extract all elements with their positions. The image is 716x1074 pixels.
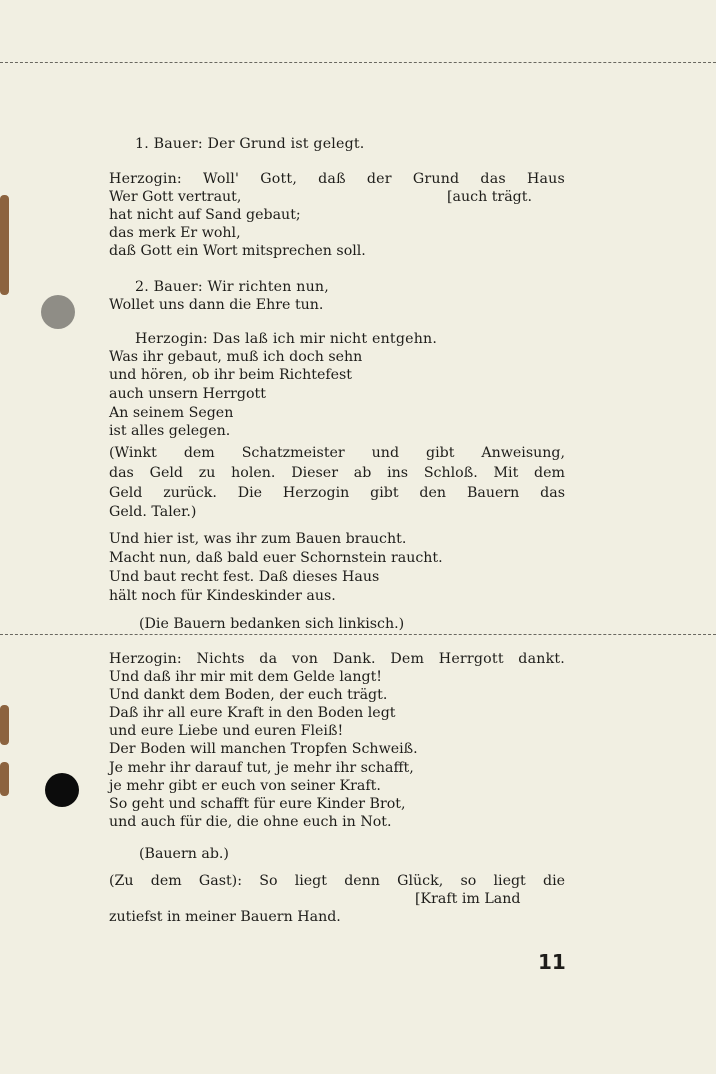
text-line: (Zu dem Gast): So liegt denn Glück, so liegt die	[109, 873, 565, 889]
text-line: und auch für die, die ohne euch in Not.	[109, 814, 392, 830]
stage-direction-line: (Die Bauern bedanken sich linkisch.)	[139, 616, 405, 632]
text-line: So geht und schafft für eure Kinder Brot,	[109, 796, 406, 812]
text-line: auch unsern Herrgott	[109, 386, 266, 402]
punch-hole-lower	[45, 773, 79, 807]
text-line: Der Boden will manchen Tropfen Schweiß.	[109, 741, 418, 757]
text-line: Je mehr ihr darauf tut, je mehr ihr schafft,	[109, 760, 414, 776]
text-line: ist alles gelegen.	[109, 423, 231, 439]
text-line: Macht nun, daß bald euer Schornstein raucht.	[109, 550, 443, 566]
text-line: Und daß ihr mir mit dem Gelde langt!	[109, 669, 382, 685]
text-line: Wer Gott vertraut,	[109, 189, 242, 205]
text-line: 1. Bauer: Der Grund ist gelegt.	[135, 136, 365, 152]
punch-hole-upper	[41, 295, 75, 329]
stage-direction-line: Geld zurück. Die Herzogin gibt den Bauern das	[109, 485, 565, 501]
text-line: Daß ihr all eure Kraft in den Boden legt	[109, 705, 396, 721]
text-line: Und hier ist, was ihr zum Bauen braucht.	[109, 531, 407, 547]
text-line: zutiefst in meiner Bauern Hand.	[109, 909, 341, 925]
rust-stain-lower	[0, 762, 9, 796]
text-line: 2. Bauer: Wir richten nun,	[135, 279, 329, 295]
text-line: und eure Liebe und euren Fleiß!	[109, 723, 344, 739]
stage-direction-line: das Geld zu holen. Dieser ab ins Schloß. Mit dem	[109, 465, 565, 481]
rust-stain-middle	[0, 705, 9, 745]
page-number: 11	[538, 950, 566, 974]
text-line: Herzogin: Woll' Gott, daß der Grund das Haus	[109, 171, 565, 187]
text-line: Was ihr gebaut, muß ich doch sehn	[109, 349, 363, 365]
text-line: Wollet uns dann die Ehre tun.	[109, 297, 324, 313]
text-line: Und dankt dem Boden, der euch trägt.	[109, 687, 388, 703]
stage-direction-line: (Winkt dem Schatzmeister und gibt Anweisung,	[109, 445, 565, 461]
stage-direction-line: Geld. Taler.)	[109, 504, 197, 520]
text-line: hält noch für Kindeskinder aus.	[109, 588, 336, 604]
text-line-continuation: [Kraft im Land	[415, 891, 521, 907]
text-line: Und baut recht fest. Daß dieses Haus	[109, 569, 380, 585]
rust-stain-upper	[0, 195, 9, 295]
fold-line-middle	[0, 634, 716, 635]
text-line: An seinem Segen	[109, 405, 234, 421]
text-line: und hören, ob ihr beim Richtefest	[109, 367, 352, 383]
text-line-continuation: [auch trägt.	[447, 189, 532, 205]
stage-direction-line: (Bauern ab.)	[139, 846, 229, 862]
text-line: daß Gott ein Wort mitsprechen soll.	[109, 243, 366, 259]
text-line: Herzogin: Nichts da von Dank. Dem Herrgott dankt.	[109, 651, 565, 667]
text-line: das merk Er wohl,	[109, 225, 241, 241]
fold-line-top	[0, 62, 716, 63]
text-line: Herzogin: Das laß ich mir nicht entgehn.	[135, 331, 438, 347]
text-line: je mehr gibt er euch von seiner Kraft.	[109, 778, 381, 794]
text-line: hat nicht auf Sand gebaut;	[109, 207, 301, 223]
